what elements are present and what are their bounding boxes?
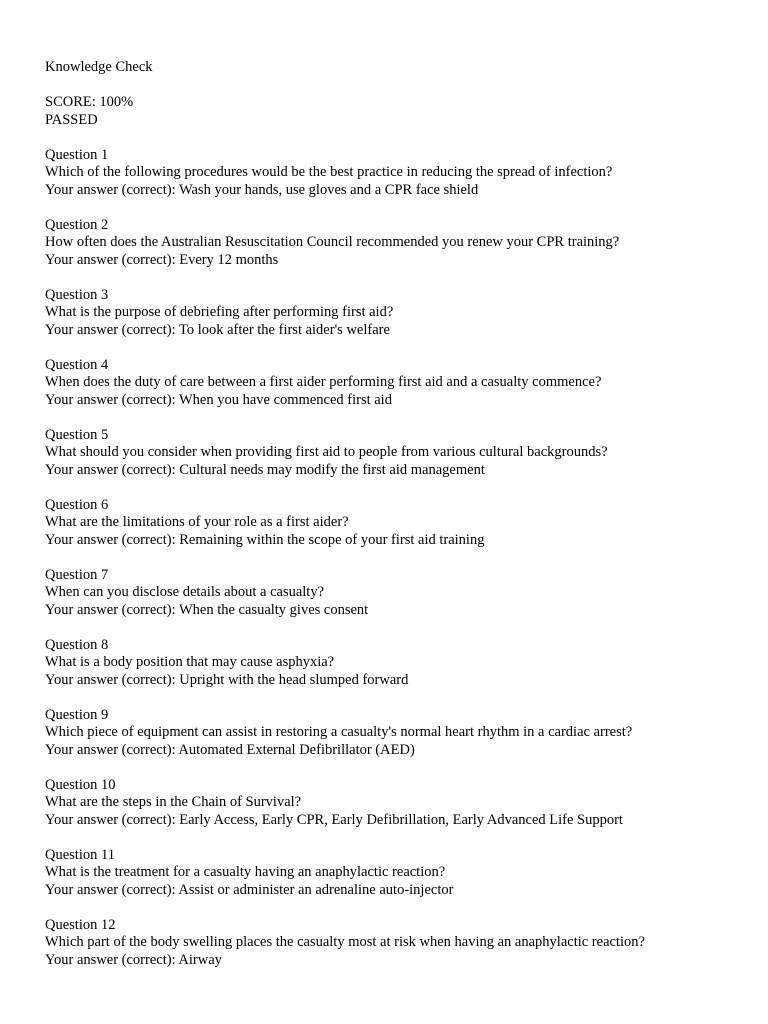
question-answer xyxy=(45,742,735,760)
question-answer xyxy=(45,672,735,690)
answer-prefix: Your answer (correct): xyxy=(45,741,179,758)
question-text: Which part of the body swelling places the casualty most at risk when having an anaphylactic reaction? xyxy=(45,934,645,950)
question-text: What are the limitations of your role as a first aider? xyxy=(45,514,349,530)
answer-text: Wash your hands, use gloves and a CPR face shield xyxy=(178,181,479,198)
page-title: Knowledge Check xyxy=(45,59,153,75)
question-answer xyxy=(45,812,735,830)
question-item xyxy=(45,427,735,480)
question-label: Question 10 xyxy=(45,776,116,793)
score-text: SCORE: 100% xyxy=(45,94,134,110)
question-item xyxy=(45,217,735,270)
question-list xyxy=(45,147,735,970)
question-item xyxy=(45,637,735,690)
answer-text: Early Access, Early CPR, Early Defibrillation, Early Advanced Life Support xyxy=(179,811,623,828)
question-item xyxy=(45,777,735,830)
answer-text: Every 12 months xyxy=(179,251,279,268)
question-label: Question 5 xyxy=(45,426,109,443)
answer-text: When the casualty gives consent xyxy=(178,601,369,618)
question-text: When can you disclose details about a casualty? xyxy=(45,584,325,600)
question-answer xyxy=(45,322,735,340)
answer-prefix: Your answer (correct): xyxy=(45,531,180,548)
question-label: Question 11 xyxy=(45,846,115,863)
question-item xyxy=(45,917,735,970)
question-item xyxy=(45,847,735,900)
question-label: Question 4 xyxy=(45,356,109,373)
question-answer xyxy=(45,182,735,200)
score-summary xyxy=(45,94,735,129)
question-item xyxy=(45,497,735,550)
question-answer xyxy=(45,882,735,900)
question-item xyxy=(45,147,735,200)
question-label: Question 3 xyxy=(45,286,109,303)
question-answer xyxy=(45,462,735,480)
answer-prefix: Your answer (correct): xyxy=(45,461,180,478)
pass-status: PASSED xyxy=(45,111,98,128)
question-text: How often does the Australian Resuscitation Council recommended you renew your CPR training? xyxy=(45,234,620,250)
answer-text: When you have commenced first aid xyxy=(178,391,392,408)
answer-prefix: Your answer (correct): xyxy=(45,811,180,828)
answer-text: Remaining within the scope of your first aid training xyxy=(179,531,485,548)
answer-prefix: Your answer (correct): xyxy=(45,321,179,338)
document-body xyxy=(45,59,735,987)
answer-text: Cultural needs may modify the first aid management xyxy=(179,461,485,478)
question-text: Which of the following procedures would be the best practice in reducing the spread of infection? xyxy=(45,164,613,180)
question-text: What is a body position that may cause asphyxia? xyxy=(45,654,335,670)
answer-prefix: Your answer (correct): xyxy=(45,181,179,198)
question-answer xyxy=(45,532,735,550)
answer-text: To look after the first aider's welfare xyxy=(178,321,390,338)
answer-text: Airway xyxy=(178,951,222,968)
question-text: What is the treatment for a casualty having an anaphylactic reaction? xyxy=(45,864,446,880)
answer-prefix: Your answer (correct): xyxy=(45,951,179,968)
question-item xyxy=(45,567,735,620)
question-text: What should you consider when providing first aid to people from various cultural backgrounds? xyxy=(45,444,608,460)
question-label: Question 9 xyxy=(45,706,109,723)
answer-text: Upright with the head slumped forward xyxy=(179,671,409,688)
answer-text: Automated External Defibrillator (AED) xyxy=(178,741,415,758)
question-label: Question 2 xyxy=(45,216,109,233)
answer-prefix: Your answer (correct): xyxy=(45,251,180,268)
question-label: Question 7 xyxy=(45,566,109,583)
question-text: When does the duty of care between a first aider performing first aid and a casualty commence? xyxy=(45,374,602,390)
question-answer xyxy=(45,952,735,970)
question-label: Question 12 xyxy=(45,916,116,933)
answer-prefix: Your answer (correct): xyxy=(45,881,179,898)
question-text: What are the steps in the Chain of Survival? xyxy=(45,794,302,810)
question-label: Question 1 xyxy=(45,146,109,163)
answer-prefix: Your answer (correct): xyxy=(45,671,180,688)
question-answer xyxy=(45,602,735,620)
question-item xyxy=(45,287,735,340)
question-answer xyxy=(45,252,735,270)
question-answer xyxy=(45,392,735,410)
question-label: Question 6 xyxy=(45,496,109,513)
answer-prefix: Your answer (correct): xyxy=(45,601,179,618)
question-text: Which piece of equipment can assist in restoring a casualty's normal heart rhythm in a cardiac arrest? xyxy=(45,724,633,740)
question-item xyxy=(45,707,735,760)
answer-prefix: Your answer (correct): xyxy=(45,391,179,408)
question-label: Question 8 xyxy=(45,636,109,653)
question-item xyxy=(45,357,735,410)
question-text: What is the purpose of debriefing after performing first aid? xyxy=(45,304,394,320)
answer-text: Assist or administer an adrenaline auto-injector xyxy=(178,881,454,898)
